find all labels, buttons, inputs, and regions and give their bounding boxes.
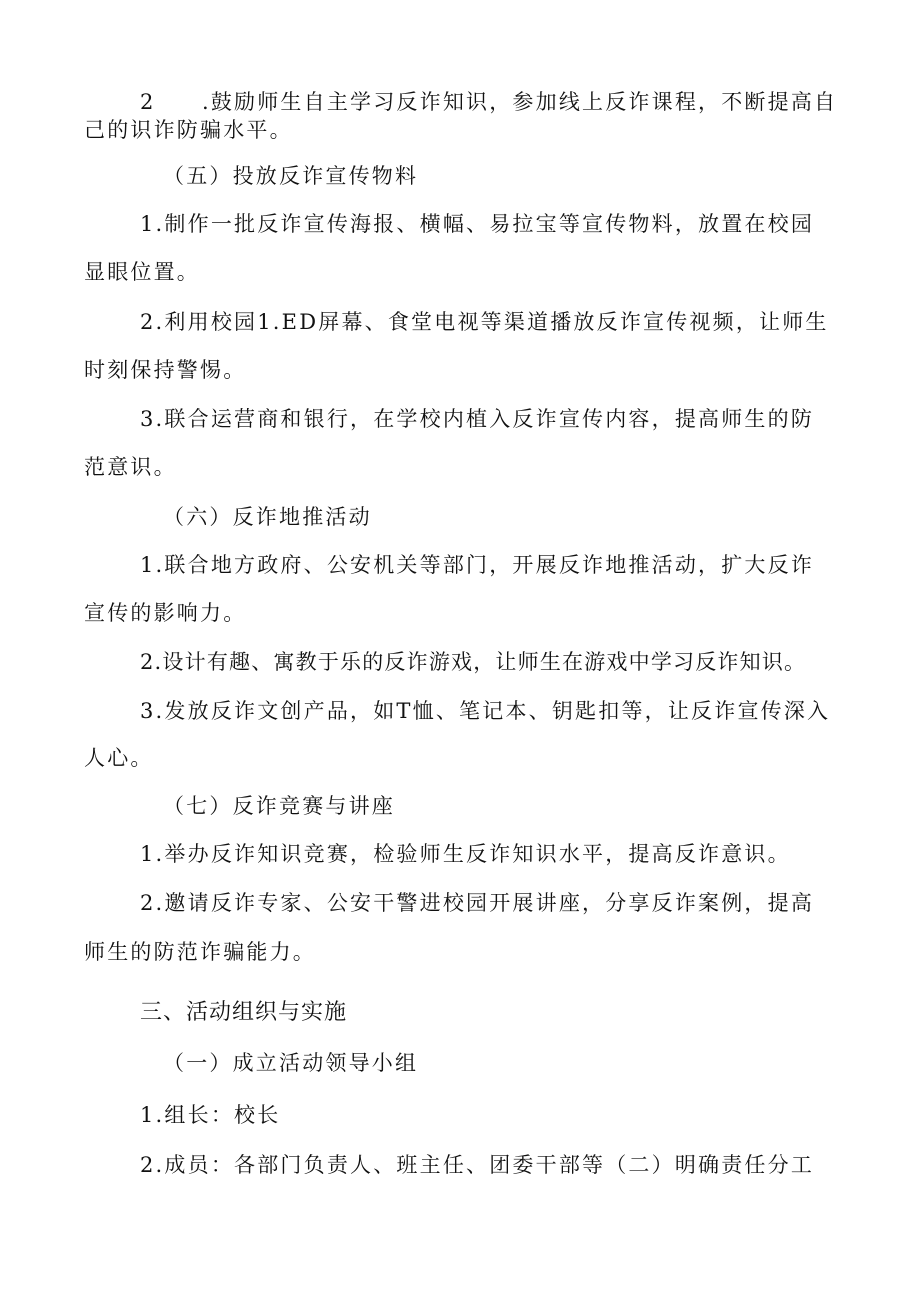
paragraph-line: 师生的防范诈骗能力。 <box>84 940 316 964</box>
paragraph-line: 时刻保持警惕。 <box>84 358 247 382</box>
paragraph-line: 2.邀请反诈专家、公安干警进校园开展讲座，分享反诈案例，提高 <box>140 891 815 915</box>
paragraph-line: 1.举办反诈知识竞赛，检验师生反诈知识水平，提高反诈意识。 <box>140 842 791 866</box>
subsection-title: （五）投放反诈宣传物料 <box>163 164 419 188</box>
paragraph-line: 宣传的影响力。 <box>84 601 247 625</box>
list-item: 2.成员：各部门负责人、班主任、团委干部等（二）明确责任分工 <box>140 1153 815 1177</box>
subsection-title: （六）反诈地推活动 <box>163 505 372 529</box>
paragraph-line: 2.设计有趣、寓教于乐的反诈游戏，让师生在游戏中学习反诈知识。 <box>140 650 807 674</box>
section-heading: 三、活动组织与实施 <box>140 1000 348 1025</box>
paragraph-line: 范意识。 <box>84 455 177 479</box>
paragraph-line: 己的识诈防骗水平。 <box>84 118 293 142</box>
paragraph-line: 1.制作一批反诈宣传海报、横幅、易拉宝等宣传物料，放置在校园 <box>140 212 815 236</box>
paragraph-line: 3.联合运营商和银行，在学校内植入反诈宣传内容，提高师生的防 <box>140 407 815 431</box>
paragraph-line: 人心。 <box>84 746 154 770</box>
subsection-title: （一）成立活动领导小组 <box>163 1051 419 1075</box>
paragraph-line: 2.利用校园1.ED屏幕、食堂电视等渠道播放反诈宣传视频，让师生 <box>140 310 829 334</box>
list-item: 1.组长：校长 <box>140 1103 281 1127</box>
paragraph-line: 1.联合地方政府、公安机关等部门，开展反诈地推活动，扩大反诈 <box>140 553 815 577</box>
subsection-title: （七）反诈竞赛与讲座 <box>163 794 395 818</box>
paragraph-line: 显眼位置。 <box>84 260 200 284</box>
paragraph-line: 3.发放反诈文创产品，如T恤、笔记本、钥匙扣等，让反诈宣传深入 <box>140 699 831 723</box>
paragraph-line: 2 .鼓励师生自主学习反诈知识，参加线上反诈课程，不断提高自 <box>140 90 838 114</box>
